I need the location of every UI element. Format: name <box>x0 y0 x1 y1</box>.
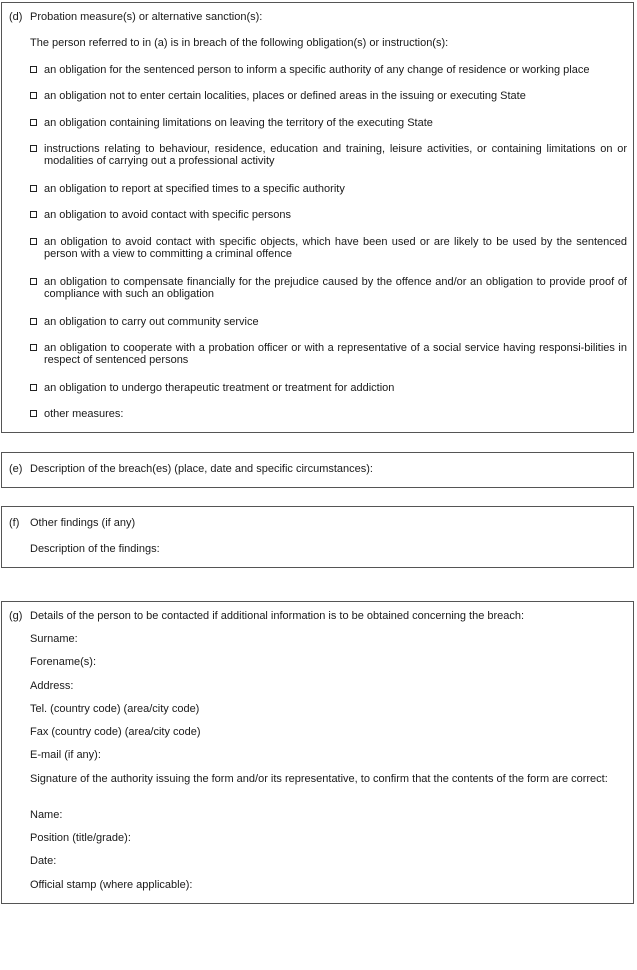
section-d-intro: The person referred to in (a) is in breach of the following obligation(s) or instruction(s): <box>30 37 449 49</box>
checkbox-icon[interactable] <box>30 92 37 99</box>
date-field: Date: <box>30 855 57 867</box>
checkbox-icon[interactable] <box>30 318 37 325</box>
findings-description-field: Description of the findings: <box>30 543 160 555</box>
section-g-label: (g) <box>9 610 23 622</box>
obligation-text: other measures: <box>44 408 124 420</box>
section-g-box <box>1 601 634 904</box>
obligation-text: an obligation to carry out community service <box>44 316 259 328</box>
obligation-item[interactable] <box>30 236 627 260</box>
name-field: Name: <box>30 809 63 821</box>
email-field: E-mail (if any): <box>30 749 101 761</box>
obligation-text: an obligation to avoid contact with specific objects, which have been used or are likely to be used by the sentenced person with a view to committing a criminal offence <box>44 236 627 260</box>
checkbox-icon[interactable] <box>30 185 37 192</box>
section-g-title: Details of the person to be contacted if additional information is to be obtained concerning the breach: <box>30 610 525 622</box>
position-field: Position (title/grade): <box>30 832 131 844</box>
obligation-item[interactable] <box>30 143 627 167</box>
section-d-box <box>1 2 634 433</box>
obligation-item[interactable] <box>30 90 627 102</box>
signature-statement: Signature of the authority issuing the form and/or its representative, to confirm that the contents of the form are correct: <box>30 773 608 785</box>
obligation-text: instructions relating to behaviour, residence, education and training, leisure activities, or containing limitations on or modalities of carrying out a professional activity <box>44 143 627 167</box>
obligation-text: an obligation not to enter certain localities, places or defined areas in the issuing or executing State <box>44 90 526 102</box>
tel-field: Tel. (country code) (area/city code) <box>30 703 200 715</box>
checkbox-icon[interactable] <box>30 278 37 285</box>
obligation-item[interactable] <box>30 64 627 76</box>
fax-field: Fax (country code) (area/city code) <box>30 726 201 738</box>
section-e-box <box>1 452 634 488</box>
obligation-item[interactable] <box>30 408 627 420</box>
section-f-title: Other findings (if any) <box>30 517 136 529</box>
address-field: Address: <box>30 680 74 692</box>
obligation-text: an obligation to undergo therapeutic treatment or treatment for addiction <box>44 382 395 394</box>
obligation-text: an obligation to cooperate with a probation officer or with a representative of a social service having responsi-bilities in respect of sentenced persons <box>44 342 627 366</box>
forename-field: Forename(s): <box>30 656 97 668</box>
checkbox-icon[interactable] <box>30 211 37 218</box>
obligation-item[interactable] <box>30 117 627 129</box>
checkbox-icon[interactable] <box>30 145 37 152</box>
section-d-title: Probation measure(s) or alternative sanction(s): <box>30 11 263 23</box>
section-f-label: (f) <box>9 517 20 529</box>
official-stamp-field: Official stamp (where applicable): <box>30 879 193 891</box>
obligation-text: an obligation to compensate financially for the prejudice caused by the offence and/or an obligation to provide proof of compliance with such an obligation <box>44 276 627 300</box>
obligation-item[interactable] <box>30 382 627 394</box>
section-e-title: Description of the breach(es) (place, date and specific circumstances): <box>30 463 373 475</box>
checkbox-icon[interactable] <box>30 119 37 126</box>
checkbox-icon[interactable] <box>30 66 37 73</box>
obligation-text: an obligation for the sentenced person to inform a specific authority of any change of residence or working place <box>44 64 590 76</box>
obligation-item[interactable] <box>30 316 627 328</box>
obligation-item[interactable] <box>30 209 627 221</box>
obligation-text: an obligation to report at specified times to a specific authority <box>44 183 345 195</box>
checkbox-icon[interactable] <box>30 344 37 351</box>
checkbox-icon[interactable] <box>30 410 37 417</box>
checkbox-icon[interactable] <box>30 238 37 245</box>
section-e-label: (e) <box>9 463 23 475</box>
section-d-label: (d) <box>9 11 23 23</box>
obligation-item[interactable] <box>30 183 627 195</box>
obligation-item[interactable] <box>30 276 627 300</box>
obligation-item[interactable] <box>30 342 627 366</box>
section-f-box <box>1 506 634 568</box>
checkbox-icon[interactable] <box>30 384 37 391</box>
surname-field: Surname: <box>30 633 78 645</box>
obligation-text: an obligation containing limitations on leaving the territory of the executing State <box>44 117 433 129</box>
obligation-text: an obligation to avoid contact with specific persons <box>44 209 292 221</box>
